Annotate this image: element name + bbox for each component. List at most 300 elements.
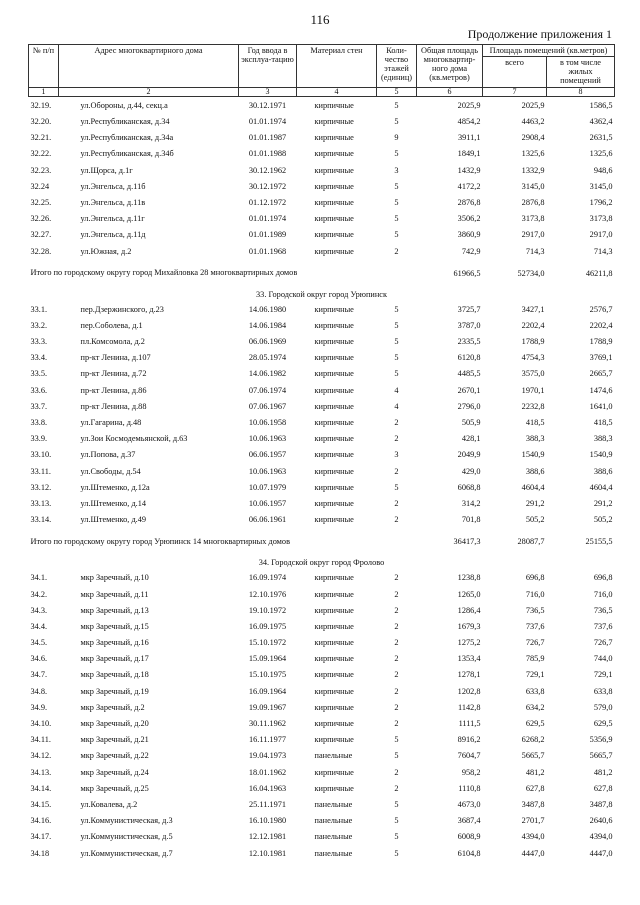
row-address: мкр Заречный, д.13 [80, 605, 149, 615]
housing-table-wrapper [28, 44, 614, 861]
row-number: 33.6. [30, 385, 48, 395]
row-total-area: 4485,5 [457, 369, 481, 379]
row-address: мкр Заречный, д.17 [80, 654, 149, 664]
continuation-note: Продолжение приложения 1 [467, 27, 612, 41]
row-wall-material: кирпичные [314, 638, 354, 648]
row-wall-material: кирпичные [314, 482, 354, 492]
row-area-all: 2025,9 [521, 100, 545, 110]
row-year: 30.11.1962 [248, 719, 287, 729]
header-total-area: Общая площадь многоквартир-ного дома (кв.метров) [417, 45, 483, 88]
row-total-area: 8916,2 [457, 735, 481, 745]
row-wall-material: кирпичные [314, 783, 354, 793]
housing-table [28, 44, 615, 861]
page-number: 116 [310, 12, 330, 27]
table-row [29, 211, 615, 227]
row-area-living: 737,6 [593, 621, 613, 631]
row-floors: 2 [394, 670, 399, 680]
row-number: 32.24 [30, 181, 50, 191]
row-year: 16.09.1975 [248, 621, 287, 631]
row-floors: 3 [394, 165, 399, 175]
row-area-all: 1970,1 [521, 385, 545, 395]
row-area-living: 5356,9 [589, 735, 613, 745]
table-row [29, 651, 615, 667]
row-address: ул.Энгельса, д.11б [80, 181, 146, 191]
row-area-living: 627,8 [593, 783, 613, 793]
row-year: 25.11.1971 [248, 799, 287, 809]
row-area-living: 291,2 [593, 498, 613, 508]
row-address: ул.Республиканская, д.34 [80, 117, 170, 127]
table-row [29, 317, 615, 333]
row-wall-material: панельные [314, 848, 353, 858]
row-area-all: 388,6 [525, 466, 545, 476]
row-floors: 2 [394, 783, 399, 793]
row-area-living: 4604,4 [589, 482, 613, 492]
table-row [29, 618, 615, 634]
total-spacer [377, 259, 417, 287]
row-address: ул.Гагарина, д.48 [80, 418, 142, 428]
row-area-living: 696,8 [593, 573, 613, 583]
row-area-all: 1325,6 [521, 149, 545, 159]
row-year: 19.10.1972 [248, 605, 287, 615]
row-wall-material: кирпичные [314, 450, 354, 460]
table-row [29, 829, 615, 845]
row-year: 16.04.1963 [248, 783, 287, 793]
row-wall-material: панельные [314, 816, 353, 826]
row-area-all: 4604,4 [521, 482, 545, 492]
row-total-area: 1849,1 [457, 149, 481, 159]
row-number: 33.4. [30, 353, 48, 363]
row-address: мкр Заречный, д.19 [80, 686, 149, 696]
row-area-living: 1540,9 [589, 450, 613, 460]
row-area-all: 6268,2 [521, 735, 545, 745]
row-year: 07.06.1967 [248, 401, 287, 411]
row-year: 06.06.1969 [248, 337, 287, 347]
row-area-living: 3487,8 [589, 799, 613, 809]
row-total-area: 3725,7 [457, 304, 481, 314]
table-row [29, 243, 615, 259]
row-area-all: 2232,8 [521, 401, 545, 411]
row-wall-material: кирпичные [314, 353, 354, 363]
row-wall-material: кирпичные [314, 654, 354, 664]
row-address: ул.Обороны, д.44, секц.а [80, 100, 168, 110]
row-floors: 2 [394, 246, 399, 256]
row-floors: 2 [394, 702, 399, 712]
row-number: 33.13. [30, 498, 52, 508]
row-area-all: 291,2 [525, 498, 545, 508]
row-year: 01.01.1989 [248, 230, 287, 240]
row-year: 16.09.1964 [248, 686, 287, 696]
row-floors: 3 [394, 450, 399, 460]
table-row [29, 748, 615, 764]
row-wall-material: панельные [314, 799, 353, 809]
row-area-living: 714,3 [593, 246, 613, 256]
row-wall-material: кирпичные [314, 605, 354, 615]
row-area-living: 1325,6 [589, 149, 613, 159]
row-floors: 5 [394, 337, 399, 347]
row-area-all: 3145,0 [521, 181, 545, 191]
row-address: мкр Заречный, д.2 [80, 702, 145, 712]
row-year: 01.01.1974 [248, 117, 287, 127]
row-total-area: 6120,8 [457, 353, 481, 363]
table-row [29, 162, 615, 178]
header-premises-area: Площадь помещений (кв.метров) [483, 45, 615, 57]
table-row [29, 683, 615, 699]
table-row [29, 813, 615, 829]
total-area-living-sum: 25155,5 [585, 537, 613, 547]
row-total-area: 4854,2 [457, 117, 481, 127]
row-number: 34.17. [30, 832, 52, 842]
row-total-area: 6008,9 [457, 832, 481, 842]
row-total-area: 1142,8 [457, 702, 481, 712]
total-area-sum: 36417,3 [453, 537, 481, 547]
row-number: 32.21. [30, 133, 52, 143]
row-floors: 5 [394, 751, 399, 761]
row-area-all: 3173,8 [521, 214, 545, 224]
row-address: пр-кт Ленина, д.72 [80, 369, 147, 379]
row-year: 12.10.1976 [248, 589, 287, 599]
row-area-all: 481,2 [525, 767, 545, 777]
row-area-living: 2665,7 [589, 369, 613, 379]
row-wall-material: кирпичные [314, 702, 354, 712]
row-number: 34.10. [30, 719, 52, 729]
row-number: 32.22. [30, 149, 52, 159]
table-row [29, 398, 615, 414]
row-area-all: 505,2 [525, 515, 545, 525]
row-area-all: 736,5 [525, 605, 545, 615]
row-wall-material: кирпичные [314, 719, 354, 729]
header-num: № п/п [29, 45, 59, 88]
row-year: 30.12.1971 [248, 100, 287, 110]
row-total-area: 3506,2 [457, 214, 481, 224]
row-area-all: 696,8 [525, 573, 545, 583]
row-area-all: 3487,8 [521, 799, 545, 809]
row-floors: 2 [394, 654, 399, 664]
row-wall-material: кирпичные [314, 515, 354, 525]
table-row [29, 194, 615, 210]
row-wall-material: кирпичные [314, 230, 354, 240]
row-address: мкр Заречный, д.11 [80, 589, 149, 599]
row-number: 33.8. [30, 418, 48, 428]
row-address: ул.Свободы, д.54 [80, 466, 141, 476]
row-area-living: 388,3 [593, 434, 613, 444]
row-number: 33.11. [30, 466, 51, 476]
column-number: 5 [377, 87, 417, 97]
row-address: мкр Заречный, д.18 [80, 670, 149, 680]
row-wall-material: кирпичные [314, 369, 354, 379]
row-area-all: 633,8 [525, 686, 545, 696]
row-address: мкр Заречный, д.20 [80, 719, 149, 729]
table-row [29, 635, 615, 651]
row-area-all: 2876,8 [521, 197, 545, 207]
row-area-living: 2202,4 [589, 320, 613, 330]
row-address: мкр Заречный, д.24 [80, 767, 149, 777]
row-area-all: 627,8 [525, 783, 545, 793]
row-year: 30.12.1972 [248, 181, 287, 191]
row-number: 33.12. [30, 482, 52, 492]
row-floors: 5 [394, 832, 399, 842]
row-area-all: 388,3 [525, 434, 545, 444]
row-number: 34.15. [30, 799, 52, 809]
table-row [29, 301, 615, 317]
row-number: 34.18 [30, 848, 50, 858]
row-floors: 5 [394, 735, 399, 745]
row-area-all: 5665,7 [521, 751, 545, 761]
row-year: 01.12.1972 [248, 197, 287, 207]
total-label: Итого по городскому округу город Урюпинск 14 многоквартирных домов [30, 537, 291, 547]
row-floors: 2 [394, 418, 399, 428]
row-year: 12.10.1981 [248, 848, 287, 858]
row-year: 06.06.1961 [248, 515, 287, 525]
total-area-all-sum: 28087,7 [517, 537, 545, 547]
row-year: 01.01.1968 [248, 246, 287, 256]
row-address: пр-кт Ленина, д.88 [80, 401, 147, 411]
row-area-living: 2640,6 [589, 816, 613, 826]
row-number: 32.25. [30, 197, 52, 207]
row-area-all: 2917,0 [521, 230, 545, 240]
row-area-all: 2908,4 [521, 133, 545, 143]
row-area-living: 726,7 [593, 638, 613, 648]
table-row [29, 431, 615, 447]
row-number: 33.14. [30, 515, 52, 525]
row-number: 33.2. [30, 320, 48, 330]
row-total-area: 2025,9 [457, 100, 481, 110]
row-number: 34.1. [30, 573, 48, 583]
row-year: 10.06.1963 [248, 466, 287, 476]
row-year: 01.01.1988 [248, 149, 287, 159]
row-number: 33.10. [30, 450, 52, 460]
table-row [29, 366, 615, 382]
row-year: 10.07.1979 [248, 482, 287, 492]
row-year: 06.06.1957 [248, 450, 287, 460]
row-wall-material: панельные [314, 751, 353, 761]
table-row [29, 382, 615, 398]
total-area-living-sum: 46211,8 [585, 268, 613, 278]
table-row [29, 780, 615, 796]
row-floors: 2 [394, 605, 399, 615]
row-address: ул.Штеменко, д.12а [80, 482, 150, 492]
row-wall-material: кирпичные [314, 385, 354, 395]
row-area-living: 5665,7 [589, 751, 613, 761]
table-row [29, 586, 615, 602]
table-row [29, 130, 615, 146]
row-total-area: 2335,5 [457, 337, 481, 347]
total-label: Итого по городскому округу город Михайловка 28 многоквартирных домов [30, 268, 298, 278]
row-total-area: 2049,9 [457, 450, 481, 460]
row-total-area: 429,0 [461, 466, 481, 476]
row-wall-material: кирпичные [314, 686, 354, 696]
row-area-all: 729,1 [525, 670, 545, 680]
table-row [29, 146, 615, 162]
row-year: 10.06.1957 [248, 498, 287, 508]
row-area-living: 2576,7 [589, 304, 613, 314]
section-title: 34. Городской округ город Фролово [258, 558, 385, 568]
column-number: 3 [239, 87, 297, 97]
row-number: 34.8. [30, 686, 48, 696]
row-total-area: 1353,4 [457, 654, 481, 664]
row-area-living: 388,6 [593, 466, 613, 476]
row-total-area: 314,2 [461, 498, 481, 508]
row-year: 14.06.1984 [248, 320, 287, 330]
row-address: мкр Заречный, д.10 [80, 573, 149, 583]
table-row [29, 715, 615, 731]
row-wall-material: кирпичные [314, 181, 354, 191]
row-area-living: 1788,9 [589, 337, 613, 347]
table-row [29, 845, 615, 861]
table-row [29, 570, 615, 586]
row-total-area: 1432,9 [457, 165, 481, 175]
row-area-living: 1474,6 [589, 385, 613, 395]
row-floors: 2 [394, 466, 399, 476]
row-total-area: 1111,5 [458, 719, 481, 729]
row-floors: 2 [394, 621, 399, 631]
row-year: 16.09.1974 [248, 573, 287, 583]
row-total-area: 1265,0 [457, 589, 481, 599]
column-number: 1 [29, 87, 59, 97]
table-row [29, 602, 615, 618]
row-area-living: 3769,1 [589, 353, 613, 363]
row-total-area: 1202,8 [457, 686, 481, 696]
row-number: 34.7. [30, 670, 48, 680]
row-address: ул.Энгельса, д.11д [80, 230, 146, 240]
row-area-living: 1586,5 [589, 100, 613, 110]
row-floors: 5 [394, 100, 399, 110]
row-area-all: 2701,7 [521, 816, 545, 826]
row-year: 19.04.1973 [248, 751, 287, 761]
row-floors: 5 [394, 304, 399, 314]
row-area-living: 3173,8 [589, 214, 613, 224]
header-address: Адрес многоквартирного дома [59, 45, 239, 88]
row-total-area: 2876,8 [457, 197, 481, 207]
total-area-all-sum: 52734,0 [517, 268, 545, 278]
row-year: 15.10.1975 [248, 670, 287, 680]
row-area-living: 4394,0 [589, 832, 613, 842]
row-area-all: 1788,9 [521, 337, 545, 347]
total-spacer [377, 528, 417, 556]
header-floors: Коли-чество этажей (единиц) [377, 45, 417, 88]
row-address: ул.Южная, д.2 [80, 246, 132, 256]
row-area-living: 4362,4 [589, 117, 613, 127]
row-total-area: 1275,2 [457, 638, 481, 648]
row-address: ул.Штеменко, д.14 [80, 498, 147, 508]
row-total-area: 2670,1 [457, 385, 481, 395]
row-address: мкр Заречный, д.21 [80, 735, 149, 745]
header-premises-living: в том числе жилых помещений [547, 57, 615, 87]
row-number: 33.7. [30, 401, 48, 411]
row-area-all: 716,0 [525, 589, 545, 599]
row-floors: 5 [394, 799, 399, 809]
row-total-area: 6068,8 [457, 482, 481, 492]
row-area-living: 629,5 [593, 719, 613, 729]
row-number: 34.11. [30, 735, 51, 745]
row-total-area: 428,1 [461, 434, 481, 444]
row-address: пр-кт Ленина, д.86 [80, 385, 147, 395]
row-wall-material: кирпичные [314, 466, 354, 476]
row-address: ул.Коммунистическая, д.7 [80, 848, 173, 858]
table-row [29, 463, 615, 479]
row-floors: 5 [394, 482, 399, 492]
row-year: 15.10.1972 [248, 638, 287, 648]
row-area-all: 4394,0 [521, 832, 545, 842]
row-address: мкр Заречный, д.25 [80, 783, 149, 793]
row-floors: 2 [394, 589, 399, 599]
row-total-area: 1278,1 [457, 670, 481, 680]
row-year: 15.09.1964 [248, 654, 287, 664]
row-total-area: 4172,2 [457, 181, 481, 191]
row-year: 10.06.1963 [248, 434, 287, 444]
table-row [29, 97, 615, 114]
row-floors: 2 [394, 638, 399, 648]
row-area-living: 418,5 [593, 418, 613, 428]
row-wall-material: кирпичные [314, 621, 354, 631]
column-number: 7 [483, 87, 547, 97]
row-area-all: 1540,9 [521, 450, 545, 460]
row-wall-material: кирпичные [314, 165, 354, 175]
row-year: 14.06.1980 [248, 304, 287, 314]
row-number: 32.20. [30, 117, 52, 127]
row-area-all: 737,6 [525, 621, 545, 631]
row-area-all: 3427,1 [521, 304, 545, 314]
row-floors: 5 [394, 197, 399, 207]
row-wall-material: кирпичные [314, 573, 354, 583]
header-year: Год ввода в эксплуа-тацию [239, 45, 297, 88]
section-title: 33. Городской округ город Урюпинск [256, 289, 387, 299]
table-row [29, 178, 615, 194]
row-number: 34.2. [30, 589, 48, 599]
row-area-living: 744,0 [593, 654, 613, 664]
table-row [29, 796, 615, 812]
row-year: 14.06.1982 [248, 369, 287, 379]
row-floors: 5 [394, 369, 399, 379]
row-area-living: 2631,5 [589, 133, 613, 143]
row-year: 10.06.1958 [248, 418, 287, 428]
row-year: 16.11.1977 [248, 735, 287, 745]
row-area-living: 716,0 [593, 589, 613, 599]
row-year: 01.01.1987 [248, 133, 287, 143]
header-column-numbers [29, 87, 615, 97]
row-floors: 5 [394, 117, 399, 127]
row-wall-material: кирпичные [314, 304, 354, 314]
row-total-area: 2796,0 [457, 401, 481, 411]
row-floors: 2 [394, 515, 399, 525]
column-number: 2 [59, 87, 239, 97]
row-year: 28.05.1974 [248, 353, 287, 363]
row-number: 32.28. [30, 246, 52, 256]
row-area-living: 4447,0 [589, 848, 613, 858]
row-number: 32.19. [30, 100, 52, 110]
row-number: 33.9. [30, 434, 48, 444]
row-floors: 5 [394, 214, 399, 224]
table-row [29, 495, 615, 511]
row-wall-material: кирпичные [314, 214, 354, 224]
total-row [29, 528, 615, 556]
row-area-all: 714,3 [525, 246, 545, 256]
row-number: 34.16. [30, 816, 52, 826]
row-number: 34.3. [30, 605, 48, 615]
row-floors: 2 [394, 719, 399, 729]
table-row [29, 334, 615, 350]
row-total-area: 3787,0 [457, 320, 481, 330]
row-total-area: 7604,7 [457, 751, 481, 761]
row-address: ул.Республиканская, д.34б [80, 149, 174, 159]
row-number: 34.6. [30, 654, 48, 664]
row-total-area: 742,9 [461, 246, 481, 256]
row-address: пер.Соболева, д.1 [80, 320, 143, 330]
row-floors: 4 [394, 401, 399, 411]
row-wall-material: кирпичные [314, 589, 354, 599]
row-address: ул.Коммунистическая, д.3 [80, 816, 173, 826]
row-year: 19.09.1967 [248, 702, 287, 712]
table-row [29, 414, 615, 430]
